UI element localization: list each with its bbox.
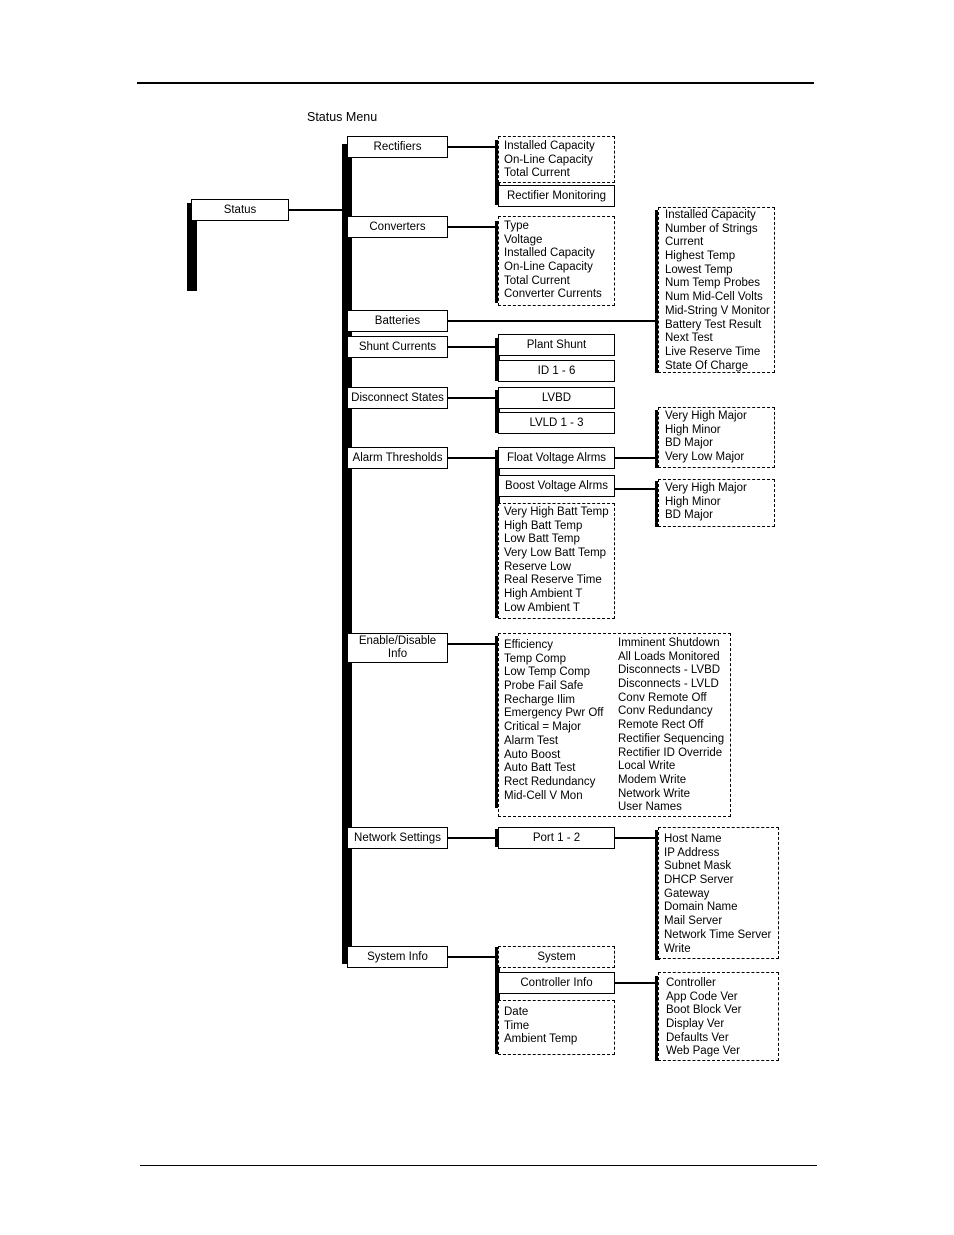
list-item: Alarm Test (504, 734, 559, 747)
list-item: Network Time Server (664, 928, 772, 941)
converter-items-list (504, 220, 602, 302)
list-item: BD Major (665, 437, 713, 450)
list-item: Real Reserve Time (504, 574, 602, 587)
list-item: DHCP Server (664, 874, 734, 887)
list-item: Auto Batt Test (504, 762, 576, 775)
alarm-thresholds-node: Alarm Thresholds (347, 447, 448, 469)
list-item: Recharge Ilim (504, 693, 575, 706)
plant-shunt-node: Plant Shunt (498, 334, 615, 356)
list-item: Web Page Ver (666, 1045, 740, 1058)
list-item: BD Major (665, 509, 713, 522)
list-item: State Of Charge (665, 359, 749, 372)
list-item: Very High Major (665, 482, 747, 494)
list-item: Write (664, 942, 691, 955)
lvld-node: LVLD 1 - 3 (498, 412, 615, 434)
list-item: Battery Test Result (665, 318, 762, 331)
shunt-currents-node: Shunt Currents (347, 336, 448, 358)
list-item: Installed Capacity (504, 140, 595, 152)
list-item: Very High Major (665, 410, 747, 422)
battery-items-list (665, 209, 770, 373)
list-item: User Names (618, 801, 682, 814)
list-item: Display Ver (666, 1018, 725, 1031)
list-item: Efficiency (504, 639, 554, 651)
list-item: Num Mid-Cell Volts (665, 291, 763, 304)
boost-voltage-node: Boost Voltage Alrms (498, 475, 615, 497)
network-items-list (664, 833, 771, 956)
list-item: Controller (666, 977, 716, 989)
system-items-list (504, 1006, 577, 1047)
connector-batteries (448, 320, 658, 322)
connector-alarm (448, 457, 500, 459)
boost-items-list (665, 482, 747, 523)
list-item: High Minor (665, 423, 721, 436)
list-item: Domain Name (664, 901, 738, 914)
list-item: Type (504, 220, 529, 232)
rectifiers-node: Rectifiers (347, 136, 448, 158)
list-item: Low Temp Comp (504, 666, 591, 679)
list-item: App Code Ver (666, 990, 738, 1003)
port-node: Port 1 - 2 (498, 827, 615, 849)
float-items-list (665, 410, 747, 465)
list-item: Conv Redundancy (618, 705, 713, 718)
disconnect-states-node: Disconnect States (347, 387, 448, 409)
list-item: Rectifier ID Override (618, 746, 723, 759)
connector-converters (448, 226, 500, 228)
list-item: Reserve Low (504, 560, 572, 573)
converters-node: Converters (347, 216, 448, 238)
list-item: Rectifier Sequencing (618, 732, 725, 745)
list-item: All Loads Monitored (618, 650, 720, 663)
connector-boost (615, 488, 658, 490)
connector-float (615, 457, 658, 459)
enable-col1-list (504, 639, 604, 803)
list-item: On-Line Capacity (504, 261, 593, 274)
float-voltage-node: Float Voltage Alrms (498, 447, 615, 469)
list-item: Mid-String V Monitor (665, 304, 770, 317)
list-item: IP Address (664, 846, 720, 859)
controller-info-node: Controller Info (498, 972, 615, 994)
bottom-rule (140, 1165, 817, 1166)
connector-shunt (448, 346, 500, 348)
list-item: Probe Fail Safe (504, 680, 584, 693)
list-item: Local Write (618, 760, 676, 773)
list-item: Total Current (504, 274, 570, 287)
list-item: Highest Temp (665, 250, 736, 263)
connector-rectifiers (448, 146, 500, 148)
list-item: Conv Remote Off (618, 691, 707, 704)
system-node (498, 946, 615, 968)
list-item: Network Write (618, 787, 690, 800)
list-item: Subnet Mask (664, 860, 732, 873)
list-item: Low Batt Temp (504, 533, 580, 546)
system-label: System (537, 951, 576, 963)
list-item: Critical = Major (504, 721, 582, 734)
system-info-node: System Info (347, 946, 448, 968)
list-item: High Batt Temp (504, 519, 583, 532)
root-connector (289, 209, 343, 211)
list-item: Installed Capacity (665, 209, 756, 221)
connector-network (448, 837, 500, 839)
connector-disconnect (448, 397, 500, 399)
enable-disable-node: Enable/Disable Info (347, 633, 448, 663)
top-rule (137, 82, 814, 84)
list-item: High Minor (665, 495, 721, 508)
connector-enable (448, 643, 500, 645)
status-node: Status (191, 199, 289, 221)
list-item: Mid-Cell V Mon (504, 789, 583, 802)
list-item: Modem Write (618, 773, 687, 786)
list-item: Total Current (504, 167, 570, 180)
list-item: Very High Batt Temp (504, 506, 609, 518)
list-item: Voltage (504, 233, 543, 246)
threshold-items-list (504, 506, 609, 616)
list-item: Disconnects - LVLD (618, 678, 719, 691)
list-item: Imminent Shutdown (618, 637, 720, 649)
list-item: Installed Capacity (504, 247, 595, 260)
list-item: Current (665, 236, 704, 249)
list-item: Low Ambient T (504, 601, 580, 614)
list-item: Rect Redundancy (504, 775, 596, 788)
list-item: Defaults Ver (666, 1031, 729, 1044)
list-item: Host Name (664, 833, 722, 845)
connector-port (615, 837, 658, 839)
batteries-node: Batteries (347, 310, 448, 332)
list-item: Very Low Batt Temp (504, 547, 607, 560)
list-item: On-Line Capacity (504, 153, 593, 166)
connector-system (448, 956, 500, 958)
list-item: Number of Strings (665, 222, 758, 235)
list-item: Disconnects - LVBD (618, 664, 721, 677)
list-item: High Ambient T (504, 588, 583, 601)
list-item: Num Temp Probes (665, 277, 761, 290)
list-item: Next Test (665, 332, 713, 345)
list-item: Auto Boost (504, 748, 561, 761)
list-item: Lowest Temp (665, 263, 733, 276)
list-item: Date (504, 1006, 529, 1018)
diagram-title: Status Menu (307, 110, 378, 124)
list-item: Boot Block Ver (666, 1004, 742, 1017)
list-item: Converter Currents (504, 288, 602, 301)
rectifier-monitoring-node: Rectifier Monitoring (498, 185, 615, 207)
list-item: Mail Server (664, 915, 723, 928)
list-item: Emergency Pwr Off (504, 707, 604, 720)
network-settings-node: Network Settings (347, 827, 448, 849)
list-item: Remote Rect Off (618, 719, 704, 732)
controller-items-list (666, 977, 741, 1059)
list-item: Temp Comp (504, 652, 566, 665)
list-item: Gateway (664, 887, 710, 900)
list-item: Ambient Temp (504, 1033, 578, 1046)
list-item: Time (504, 1019, 530, 1032)
list-item: Very Low Major (665, 451, 745, 464)
lvbd-node: LVBD (498, 387, 615, 409)
id-1-6-node: ID 1 - 6 (498, 360, 615, 382)
enable-col2-list (618, 637, 724, 815)
rectifier-items-list (504, 140, 595, 181)
list-item: Live Reserve Time (665, 345, 761, 358)
connector-controller (615, 982, 658, 984)
